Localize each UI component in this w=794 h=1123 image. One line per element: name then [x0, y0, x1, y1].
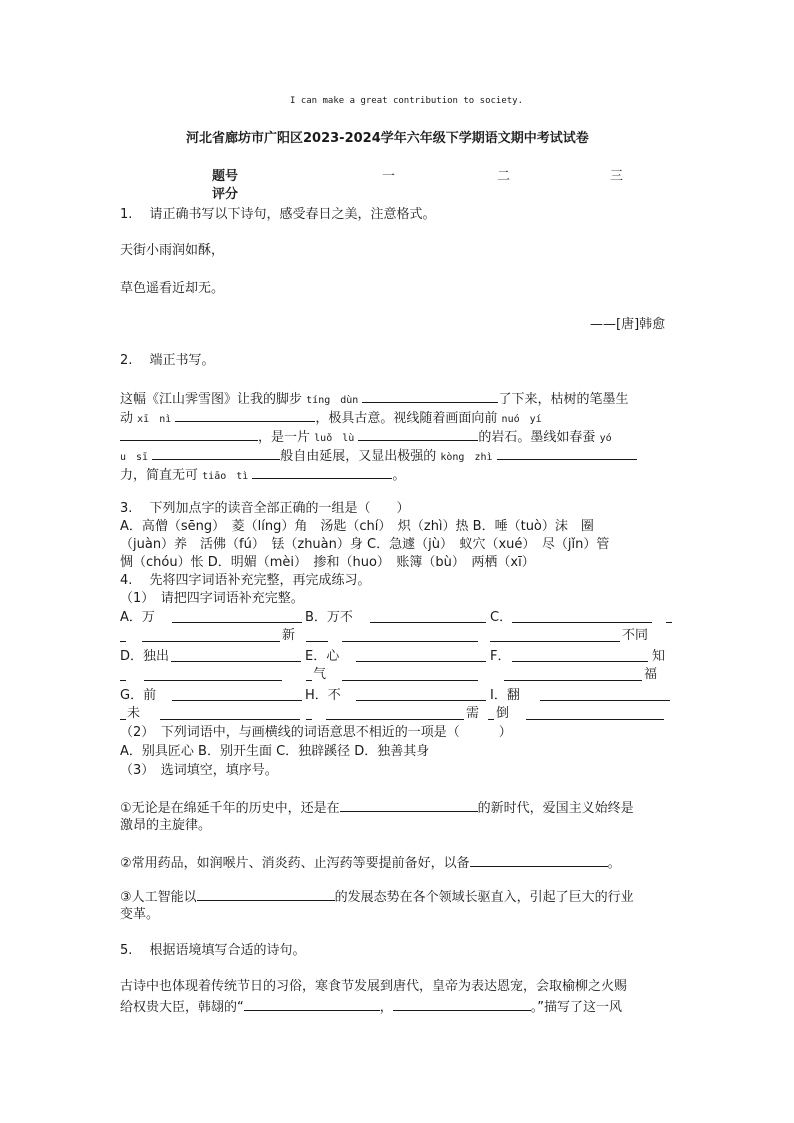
score-table-score-label: 评分 [212, 187, 239, 202]
q4-blank-I-tail[interactable] [488, 706, 494, 720]
q2-pinyin: tiāo tì [202, 471, 249, 482]
q4-blank-H2[interactable] [326, 706, 464, 720]
q1-prompt: 1. 请正确书写以下诗句，感受春日之美，注意格式。 [120, 207, 436, 222]
q2-text: 动 [120, 411, 134, 426]
q4-text: 的新时代，爱国主义始终是 [477, 801, 634, 816]
q1-poem-line-1: 天街小雨润如酥， [120, 243, 225, 258]
q4-item-F: F． [490, 649, 511, 664]
score-table-col-1: 一 [382, 169, 396, 184]
q2-blank-7[interactable] [252, 465, 392, 479]
q4-sentence-3-cont: 变革。 [120, 907, 160, 922]
q4-blank-D[interactable] [171, 648, 301, 662]
q4-text: 的发展态势在各个领域长驱直入，引起了巨大的行业 [334, 890, 634, 905]
q2-text: ，是一片 [258, 430, 311, 445]
page-title: 河北省廊坊市广阳区2023-2024学年六年级下学期语文期中考试试卷 [186, 131, 589, 146]
q2-prompt: 2. 端正书写。 [120, 353, 215, 368]
q4-blank-C2[interactable] [490, 628, 620, 642]
q4-blank-B2[interactable] [306, 628, 328, 642]
q4-sub-3: （3） 选词填空，填序号。 [120, 763, 278, 778]
q4-blank-D2[interactable] [144, 667, 282, 681]
q2-blank-3[interactable] [120, 427, 258, 441]
q4-char-zhi: 知 [652, 649, 666, 664]
q2-text: 了下来，枯树的笔墨生 [498, 392, 629, 407]
q3-options-line-3: 惆（chóu）怅 D．明媚（mèi） 掺和（huo） 账簿（bù） 两栖（xī） [120, 555, 535, 570]
q4-blank-I[interactable] [540, 687, 670, 701]
q4-sub-2-options: A．别具匠心 B．别开生面 C．独辟蹊径 D．独善其身 [120, 744, 430, 759]
q4-sentence-1-cont: 激昂的主旋律。 [120, 818, 212, 833]
q5-text: 。”描写了这一风 [530, 1000, 623, 1015]
q2-pinyin: yó [599, 433, 612, 444]
q4-sub-2: （2） 下列词语中，与画横线的词语意思不相近的一项是（ ） [120, 725, 512, 740]
q4-sentence-3 [120, 887, 634, 907]
q2-line-2 [120, 408, 542, 429]
q2-pinyin: xī nì [137, 414, 172, 425]
q4-blank-G2[interactable] [160, 706, 300, 720]
q4-text: ③人工智能以 [120, 890, 197, 905]
q2-pinyin: nuó yí [501, 414, 542, 425]
q3-prompt: 3. 下列加点字的读音全部正确的一组是（ ） [120, 501, 410, 516]
q4-word-butong: 不同 [622, 628, 649, 643]
score-table-col-2: 二 [497, 169, 511, 184]
q4-item-H: H．不 [305, 688, 341, 703]
q4-blank-E-tail[interactable] [306, 667, 312, 681]
q2-text: 的岩石。墨线如春蚕 [478, 430, 596, 445]
q2-line-5 [120, 465, 405, 486]
q2-pinyin: kòng zhì [440, 452, 493, 463]
q3-options-line-2: （juàn）养 活佛（fú） 铥（zhuàn）身 C．急遽（jù） 蚁穴（xué） 尽（jǐn）管 [120, 537, 610, 552]
q4-char-qi: 气 [313, 667, 327, 682]
q4-blank-E2[interactable] [342, 667, 478, 681]
q4-char-xu: 需 [466, 706, 480, 721]
q4-blank-F[interactable] [512, 648, 648, 662]
q2-blank-5[interactable] [152, 446, 280, 460]
q4-blank-E[interactable] [356, 648, 486, 662]
header-motto: I can make a great contribution to society. [290, 96, 523, 106]
q1-poem-line-2: 草色遥看近却无。 [120, 281, 225, 296]
q4-blank-G[interactable] [172, 687, 302, 701]
q1-author: ——[唐]韩愈 [590, 317, 666, 332]
q2-pinyin: tíng dùn [306, 395, 359, 406]
q4-blank-s1[interactable] [340, 798, 478, 812]
q4-item-I: I．翻 [490, 688, 520, 703]
q4-item-C: C． [490, 610, 513, 625]
q2-text: 这幅《江山霁雪图》让我的脚步 [120, 392, 303, 407]
q4-sentence-2 [120, 853, 621, 873]
q4-blank-D-tail[interactable] [120, 667, 126, 681]
q4-item-G: G．前 [120, 688, 157, 703]
q2-text: 。 [392, 468, 406, 483]
q4-item-B: B．万不 [305, 610, 353, 625]
q5-text: 给权贵大臣，韩翃的“ [120, 1000, 244, 1015]
q4-blank-A2[interactable] [142, 628, 280, 642]
q2-pinyin: luǒ lù [314, 433, 355, 444]
q4-blank-G-tail[interactable] [120, 706, 126, 720]
score-table-col-3: 三 [610, 169, 624, 184]
q4-text: ①无论是在绵延千年的历史中，还是在 [120, 801, 340, 816]
q4-blank-C-tail[interactable] [666, 609, 672, 623]
q4-blank-H[interactable] [356, 687, 486, 701]
q4-item-E: E．心 [305, 649, 340, 664]
q4-sub-1: （1） 请把四字词语补充完整。 [120, 591, 304, 606]
q4-text: 。 [607, 856, 621, 871]
q4-blank-B3[interactable] [342, 628, 478, 642]
q4-sentence-1 [120, 798, 634, 818]
q4-blank-H-tail[interactable] [306, 706, 312, 720]
q4-blank-A-tail[interactable] [120, 628, 126, 642]
q4-text: ②常用药品，如润喉片、消炎药、止泻药等要提前备好，以备 [120, 856, 470, 871]
q4-char-fu: 福 [644, 667, 658, 682]
q2-line-3 [120, 427, 612, 448]
q2-blank-4[interactable] [358, 427, 478, 441]
q5-prompt: 5. 根据语境填写合适的诗句。 [120, 943, 306, 958]
q2-text: ，极具古意。视线随着画面向前 [315, 411, 498, 426]
q4-char-xin: 新 [282, 628, 296, 643]
q4-char-wei: 未 [127, 706, 141, 721]
q4-blank-F2[interactable] [504, 667, 642, 681]
q4-item-D: D．独出 [120, 649, 170, 664]
q5-text: ， [379, 1000, 393, 1015]
q2-blank-6[interactable] [497, 446, 637, 460]
q2-text: 般自由延展，又显出极强的 [280, 449, 437, 464]
q4-blank-B[interactable] [370, 609, 486, 623]
q2-text: 力，简直无可 [120, 468, 199, 483]
q5-blank-1[interactable] [244, 997, 380, 1011]
q4-prompt: 4. 先将四字词语补充完整，再完成练习。 [120, 573, 371, 588]
q2-blank-1[interactable] [362, 389, 498, 403]
q4-item-A: A．万 [120, 610, 155, 625]
score-table-row-label: 题号 [212, 169, 239, 184]
q5-blank-2[interactable] [393, 997, 531, 1011]
q4-blank-C[interactable] [512, 609, 652, 623]
q2-blank-2[interactable] [175, 408, 315, 422]
q5-line-1: 古诗中也体现着传统节日的习俗，寒食节发展到唐代，皇帝为表达恩宠，会取榆柳之火赐 [120, 979, 628, 994]
q4-blank-s2[interactable] [470, 853, 608, 867]
q4-blank-A[interactable] [172, 609, 302, 623]
q4-blank-I2[interactable] [526, 706, 664, 720]
q5-line-2 [120, 997, 622, 1017]
q2-line-4 [120, 446, 637, 467]
q4-blank-s3[interactable] [197, 887, 335, 901]
q2-pinyin: u sī [120, 452, 149, 463]
q2-line-1 [120, 389, 628, 410]
q4-char-dao: 倒 [496, 706, 510, 721]
q3-options-line-1: A．高僧（sēng） 菱（líng）角 汤匙（chí） 炽（zhì）热 B．唾（tuò）沫 圈 [120, 519, 594, 534]
